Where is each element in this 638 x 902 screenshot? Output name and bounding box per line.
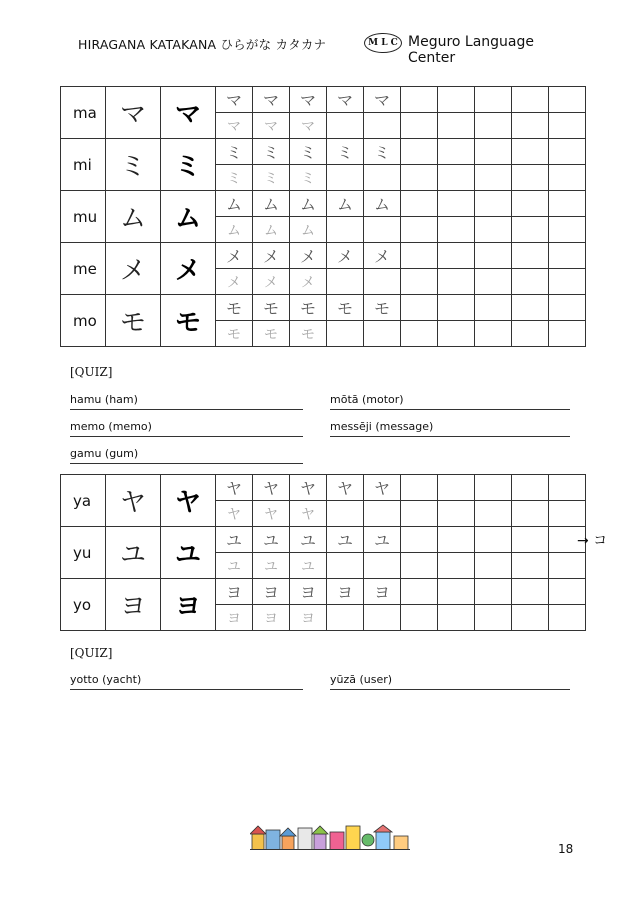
kana-printed: ヤ bbox=[161, 475, 216, 527]
trace-kana: ユ bbox=[216, 553, 253, 579]
trace-kana: モ bbox=[290, 321, 327, 347]
practice-kana: ユ bbox=[290, 527, 327, 553]
table-row bbox=[61, 87, 586, 113]
trace-kana: ム bbox=[290, 217, 327, 243]
romaji-label: mi bbox=[61, 139, 106, 191]
blank-practice-cell bbox=[549, 553, 586, 579]
blank-practice-cell bbox=[364, 113, 401, 139]
table-row bbox=[61, 475, 586, 501]
kana-printed: マ bbox=[161, 87, 216, 139]
practice-kana: ユ bbox=[253, 527, 290, 553]
blank-practice-cell bbox=[438, 295, 475, 321]
blank-practice-cell bbox=[364, 165, 401, 191]
blank-practice-cell bbox=[549, 217, 586, 243]
trace-kana: ム bbox=[253, 217, 290, 243]
blank-practice-cell bbox=[364, 605, 401, 631]
blank-practice-cell bbox=[401, 243, 438, 269]
romaji-label: ma bbox=[61, 87, 106, 139]
blank-practice-cell bbox=[475, 579, 512, 605]
practice-kana: ヨ bbox=[253, 579, 290, 605]
kana-handwritten: メ bbox=[106, 243, 161, 295]
blank-practice-cell bbox=[401, 165, 438, 191]
kana-practice-table-ma-row bbox=[60, 86, 586, 347]
table-row bbox=[61, 579, 586, 605]
quiz-item: gamu (gum) bbox=[70, 446, 303, 464]
practice-kana: マ bbox=[253, 87, 290, 113]
blank-practice-cell bbox=[438, 191, 475, 217]
blank-practice-cell bbox=[549, 501, 586, 527]
kana-handwritten: ヨ bbox=[106, 579, 161, 631]
kana-handwritten: モ bbox=[106, 295, 161, 347]
practice-kana: メ bbox=[290, 243, 327, 269]
practice-kana: ヨ bbox=[290, 579, 327, 605]
page-header bbox=[78, 33, 578, 66]
blank-practice-cell bbox=[549, 475, 586, 501]
blank-practice-cell bbox=[401, 475, 438, 501]
romaji-label: mo bbox=[61, 295, 106, 347]
town-illustration-icon bbox=[250, 822, 410, 850]
blank-practice-cell bbox=[475, 501, 512, 527]
practice-kana: ミ bbox=[290, 139, 327, 165]
blank-practice-cell bbox=[438, 579, 475, 605]
trace-kana: ユ bbox=[290, 553, 327, 579]
trace-kana: ユ bbox=[253, 553, 290, 579]
practice-kana: モ bbox=[364, 295, 401, 321]
blank-practice-cell bbox=[475, 553, 512, 579]
practice-kana: モ bbox=[253, 295, 290, 321]
blank-practice-cell bbox=[327, 501, 364, 527]
blank-practice-cell bbox=[475, 321, 512, 347]
practice-kana: ヨ bbox=[216, 579, 253, 605]
practice-kana: マ bbox=[290, 87, 327, 113]
blank-practice-cell bbox=[327, 321, 364, 347]
kana-printed: ム bbox=[161, 191, 216, 243]
kana-practice-table-ya-row bbox=[60, 474, 586, 631]
blank-practice-cell bbox=[364, 321, 401, 347]
kana-handwritten: ム bbox=[106, 191, 161, 243]
blank-practice-cell bbox=[475, 217, 512, 243]
blank-practice-cell bbox=[512, 165, 549, 191]
blank-practice-cell bbox=[475, 269, 512, 295]
practice-kana: ヤ bbox=[290, 475, 327, 501]
blank-practice-cell bbox=[401, 605, 438, 631]
blank-practice-cell bbox=[401, 113, 438, 139]
trace-kana: メ bbox=[253, 269, 290, 295]
practice-kana: メ bbox=[364, 243, 401, 269]
blank-practice-cell bbox=[401, 139, 438, 165]
blank-practice-cell bbox=[438, 165, 475, 191]
practice-kana: ヤ bbox=[253, 475, 290, 501]
blank-practice-cell bbox=[512, 269, 549, 295]
blank-practice-cell bbox=[401, 295, 438, 321]
quiz-item: messēji (message) bbox=[330, 419, 570, 437]
blank-practice-cell bbox=[549, 87, 586, 113]
romaji-label: yo bbox=[61, 579, 106, 631]
blank-practice-cell bbox=[364, 553, 401, 579]
blank-practice-cell bbox=[475, 527, 512, 553]
blank-practice-cell bbox=[512, 217, 549, 243]
blank-practice-cell bbox=[401, 191, 438, 217]
kana-printed: モ bbox=[161, 295, 216, 347]
blank-practice-cell bbox=[327, 553, 364, 579]
blank-practice-cell bbox=[512, 139, 549, 165]
blank-practice-cell bbox=[401, 501, 438, 527]
blank-practice-cell bbox=[549, 243, 586, 269]
practice-kana: ヨ bbox=[364, 579, 401, 605]
trace-kana: マ bbox=[216, 113, 253, 139]
blank-practice-cell bbox=[549, 321, 586, 347]
blank-practice-cell bbox=[438, 605, 475, 631]
kana-handwritten: ユ bbox=[106, 527, 161, 579]
practice-kana: ム bbox=[253, 191, 290, 217]
mlc-logo: M L C bbox=[364, 33, 402, 53]
trace-kana: マ bbox=[290, 113, 327, 139]
practice-kana: ム bbox=[290, 191, 327, 217]
trace-kana: モ bbox=[253, 321, 290, 347]
trace-kana: ヨ bbox=[253, 605, 290, 631]
blank-practice-cell bbox=[475, 87, 512, 113]
practice-kana: ユ bbox=[327, 527, 364, 553]
practice-kana: モ bbox=[290, 295, 327, 321]
trace-kana: ミ bbox=[216, 165, 253, 191]
table-row bbox=[61, 139, 586, 165]
kana-handwritten: ミ bbox=[106, 139, 161, 191]
blank-practice-cell bbox=[438, 243, 475, 269]
blank-practice-cell bbox=[512, 553, 549, 579]
blank-practice-cell bbox=[512, 321, 549, 347]
practice-kana: ヤ bbox=[216, 475, 253, 501]
blank-practice-cell bbox=[512, 295, 549, 321]
blank-practice-cell bbox=[438, 321, 475, 347]
blank-practice-cell bbox=[438, 527, 475, 553]
table-row bbox=[61, 527, 586, 553]
romaji-label: yu bbox=[61, 527, 106, 579]
blank-practice-cell bbox=[512, 475, 549, 501]
quiz-title: [QUIZ] bbox=[70, 365, 113, 379]
practice-kana: ユ bbox=[364, 527, 401, 553]
blank-practice-cell bbox=[327, 165, 364, 191]
blank-practice-cell bbox=[512, 243, 549, 269]
trace-kana: ヤ bbox=[290, 501, 327, 527]
kana-printed: ユ bbox=[161, 527, 216, 579]
blank-practice-cell bbox=[327, 269, 364, 295]
practice-kana: マ bbox=[327, 87, 364, 113]
blank-practice-cell bbox=[475, 475, 512, 501]
blank-practice-cell bbox=[401, 269, 438, 295]
blank-practice-cell bbox=[512, 501, 549, 527]
quiz-item: memo (memo) bbox=[70, 419, 303, 437]
blank-practice-cell bbox=[512, 605, 549, 631]
blank-practice-cell bbox=[512, 87, 549, 113]
practice-kana: ム bbox=[364, 191, 401, 217]
blank-practice-cell bbox=[327, 217, 364, 243]
blank-practice-cell bbox=[438, 553, 475, 579]
trace-kana: ミ bbox=[253, 165, 290, 191]
blank-practice-cell bbox=[401, 579, 438, 605]
table-row bbox=[61, 243, 586, 269]
trace-kana: ヤ bbox=[253, 501, 290, 527]
blank-practice-cell bbox=[438, 139, 475, 165]
practice-kana: モ bbox=[327, 295, 364, 321]
blank-practice-cell bbox=[549, 295, 586, 321]
trace-kana: メ bbox=[290, 269, 327, 295]
header-title: HIRAGANA KATAKANA ひらがな カタカナ bbox=[78, 37, 327, 52]
blank-practice-cell bbox=[401, 527, 438, 553]
kana-printed: ミ bbox=[161, 139, 216, 191]
practice-kana: ヤ bbox=[364, 475, 401, 501]
kana-handwritten: ヤ bbox=[106, 475, 161, 527]
practice-kana: メ bbox=[253, 243, 290, 269]
kana-printed: ヨ bbox=[161, 579, 216, 631]
quiz-title: [QUIZ] bbox=[70, 646, 113, 660]
blank-practice-cell bbox=[512, 113, 549, 139]
practice-kana: ム bbox=[327, 191, 364, 217]
arrow-note: → コ bbox=[577, 533, 608, 549]
practice-kana: ミ bbox=[327, 139, 364, 165]
trace-kana: ヤ bbox=[216, 501, 253, 527]
blank-practice-cell bbox=[438, 217, 475, 243]
blank-practice-cell bbox=[512, 579, 549, 605]
blank-practice-cell bbox=[512, 191, 549, 217]
practice-kana: ミ bbox=[253, 139, 290, 165]
practice-kana: ヨ bbox=[327, 579, 364, 605]
blank-practice-cell bbox=[549, 165, 586, 191]
kana-printed: メ bbox=[161, 243, 216, 295]
blank-practice-cell bbox=[475, 295, 512, 321]
trace-kana: ム bbox=[216, 217, 253, 243]
kana-handwritten: マ bbox=[106, 87, 161, 139]
practice-kana: ミ bbox=[216, 139, 253, 165]
blank-practice-cell bbox=[549, 139, 586, 165]
practice-kana: マ bbox=[364, 87, 401, 113]
practice-kana: ヤ bbox=[327, 475, 364, 501]
blank-practice-cell bbox=[364, 217, 401, 243]
blank-practice-cell bbox=[475, 165, 512, 191]
blank-practice-cell bbox=[364, 269, 401, 295]
blank-practice-cell bbox=[327, 605, 364, 631]
practice-kana: メ bbox=[327, 243, 364, 269]
blank-practice-cell bbox=[438, 269, 475, 295]
blank-practice-cell bbox=[438, 475, 475, 501]
trace-kana: マ bbox=[253, 113, 290, 139]
trace-kana: ミ bbox=[290, 165, 327, 191]
blank-practice-cell bbox=[475, 605, 512, 631]
blank-practice-cell bbox=[327, 113, 364, 139]
blank-practice-cell bbox=[512, 527, 549, 553]
trace-kana: ヨ bbox=[216, 605, 253, 631]
blank-practice-cell bbox=[475, 139, 512, 165]
blank-practice-cell bbox=[549, 605, 586, 631]
blank-practice-cell bbox=[401, 217, 438, 243]
blank-practice-cell bbox=[549, 113, 586, 139]
blank-practice-cell bbox=[438, 501, 475, 527]
table-row bbox=[61, 191, 586, 217]
trace-kana: メ bbox=[216, 269, 253, 295]
blank-practice-cell bbox=[401, 553, 438, 579]
romaji-label: me bbox=[61, 243, 106, 295]
quiz-item: yūzā (user) bbox=[330, 672, 570, 690]
blank-practice-cell bbox=[549, 269, 586, 295]
practice-kana: メ bbox=[216, 243, 253, 269]
table-row bbox=[61, 295, 586, 321]
quiz-item: yotto (yacht) bbox=[70, 672, 303, 690]
practice-kana: ム bbox=[216, 191, 253, 217]
blank-practice-cell bbox=[438, 87, 475, 113]
practice-kana: ミ bbox=[364, 139, 401, 165]
practice-kana: モ bbox=[216, 295, 253, 321]
practice-kana: ユ bbox=[216, 527, 253, 553]
blank-practice-cell bbox=[475, 113, 512, 139]
blank-practice-cell bbox=[549, 579, 586, 605]
page-number: 18 bbox=[558, 842, 574, 856]
blank-practice-cell bbox=[364, 501, 401, 527]
trace-kana: ヨ bbox=[290, 605, 327, 631]
blank-practice-cell bbox=[401, 321, 438, 347]
quiz-item: hamu (ham) bbox=[70, 392, 303, 410]
trace-kana: モ bbox=[216, 321, 253, 347]
blank-practice-cell bbox=[475, 243, 512, 269]
practice-kana: マ bbox=[216, 87, 253, 113]
blank-practice-cell bbox=[549, 191, 586, 217]
romaji-label: ya bbox=[61, 475, 106, 527]
quiz-item: mōtā (motor) bbox=[330, 392, 570, 410]
blank-practice-cell bbox=[401, 87, 438, 113]
blank-practice-cell bbox=[438, 113, 475, 139]
school-name: Meguro Language Center bbox=[408, 34, 535, 66]
blank-practice-cell bbox=[475, 191, 512, 217]
romaji-label: mu bbox=[61, 191, 106, 243]
